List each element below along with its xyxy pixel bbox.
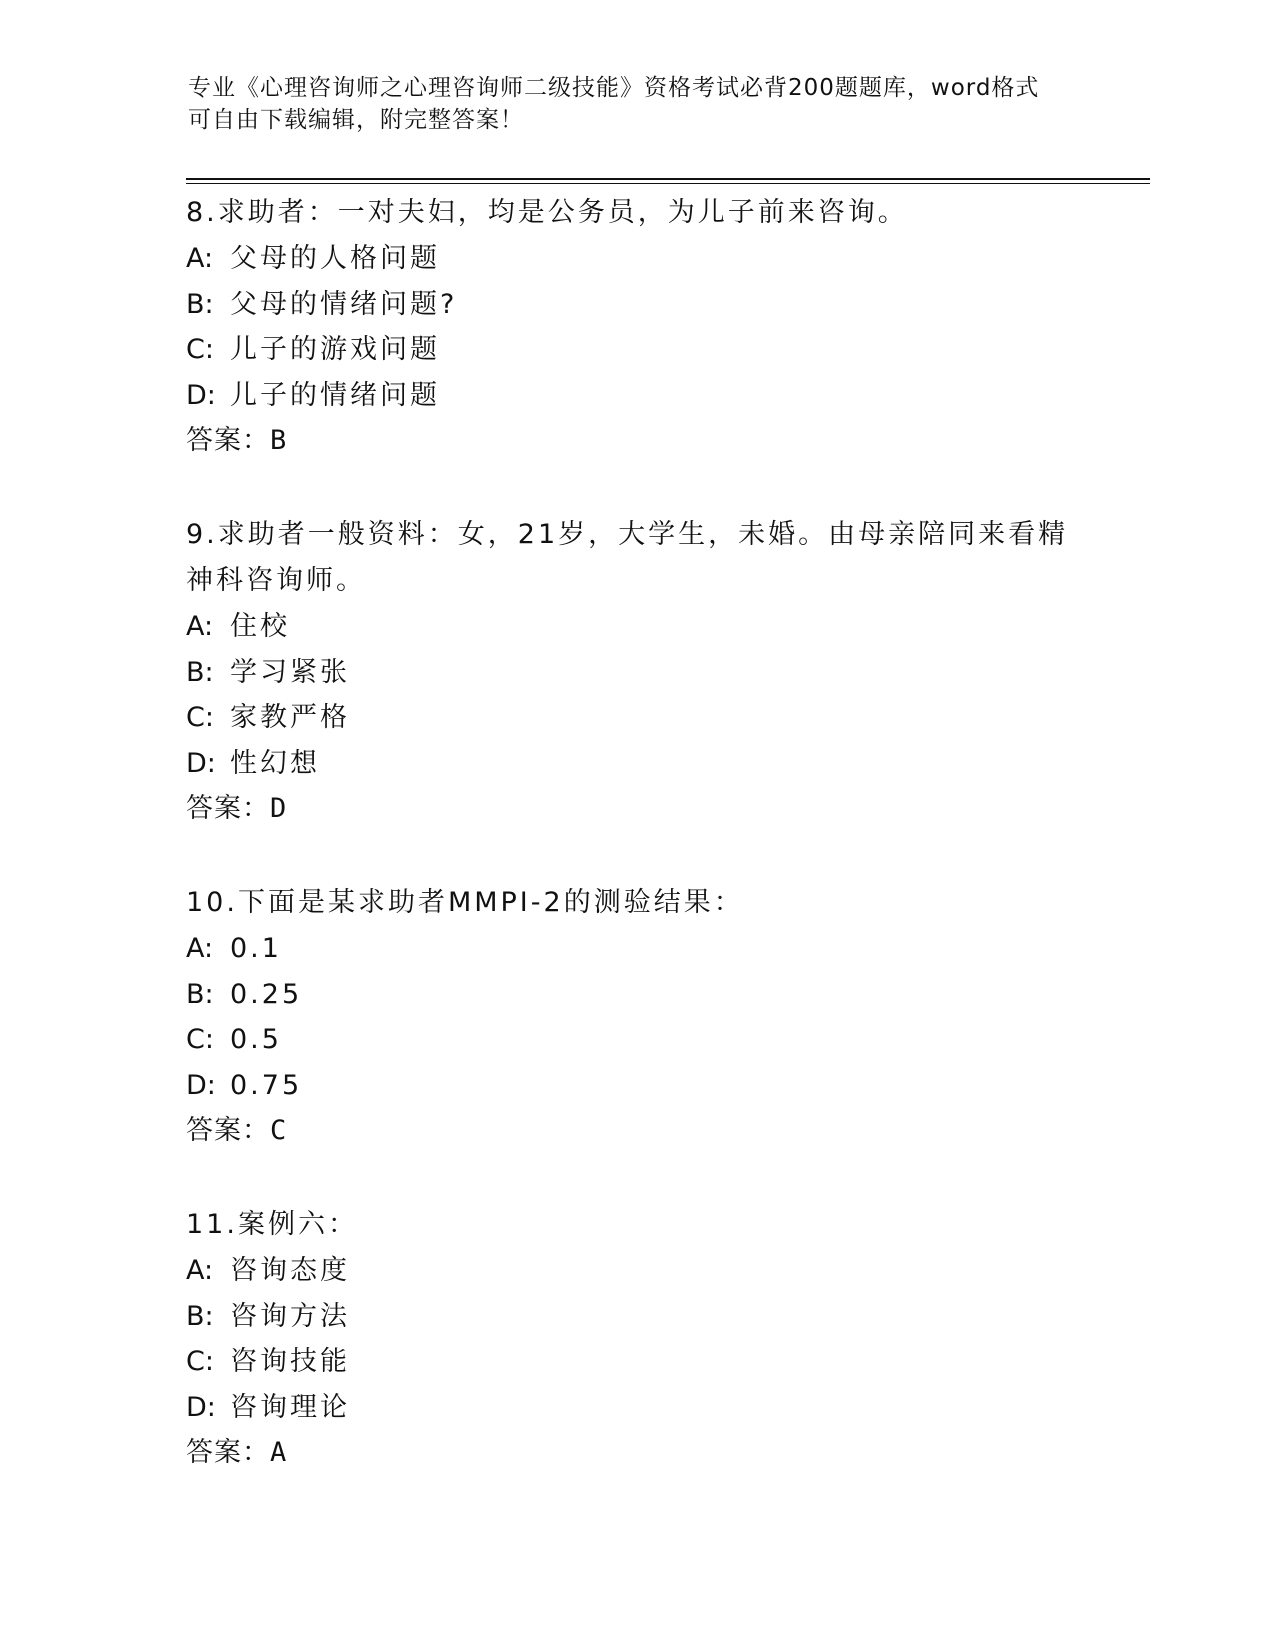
option-letter: A: <box>186 1255 214 1286</box>
option-text: 0.5 <box>230 1024 282 1055</box>
option-a <box>186 926 1086 972</box>
option-letter: A: <box>186 933 214 964</box>
question-list <box>186 190 1086 1524</box>
header-line-2: 可自由下载编辑，附完整答案！ <box>188 107 524 133</box>
answer-label: 答案： <box>186 425 270 456</box>
option-text: 咨询技能 <box>230 1346 350 1377</box>
option-text: 咨询态度 <box>230 1255 350 1286</box>
header-divider-thin <box>186 183 1150 184</box>
option-d <box>186 1063 1086 1109</box>
question-stem: 9.求助者一般资料：女，21岁，大学生，未婚。由母亲陪同来看精神科咨询师。 <box>186 519 1069 596</box>
option-letter: C: <box>186 1346 214 1377</box>
option-letter: B: <box>186 1300 214 1332</box>
option-d <box>186 373 1086 419</box>
option-letter: D: <box>186 1069 216 1101</box>
answer-value: D <box>270 793 288 824</box>
option-letter: C: <box>186 702 214 733</box>
question-9 <box>186 512 1086 832</box>
option-text: 0.25 <box>230 978 303 1010</box>
option-letter: C: <box>186 1024 214 1055</box>
question-stem: 10.下面是某求助者MMPI-2的测验结果： <box>186 887 744 918</box>
answer-label: 答案： <box>186 793 270 824</box>
document-header <box>188 72 1088 136</box>
answer-label: 答案： <box>186 1115 270 1146</box>
option-letter: A: <box>186 243 214 274</box>
option-c <box>186 695 1086 741</box>
answer-label: 答案： <box>186 1437 270 1468</box>
option-text: 儿子的游戏问题 <box>230 334 440 365</box>
option-letter: D: <box>186 747 216 779</box>
option-b <box>186 282 1086 328</box>
question-10 <box>186 880 1086 1154</box>
option-a <box>186 236 1086 282</box>
answer-value: C <box>270 1115 288 1146</box>
option-text: 学习紧张 <box>230 656 350 688</box>
header-line-1: 专业《心理咨询师之心理咨询师二级技能》资格考试必背200题题库，word格式 <box>188 75 1040 101</box>
option-text: 0.75 <box>230 1069 303 1101</box>
question-stem: 11.案例六： <box>186 1209 358 1240</box>
option-text: 性幻想 <box>230 747 320 779</box>
option-letter: B: <box>186 288 214 320</box>
option-text: 住校 <box>230 611 290 642</box>
header-divider-thick <box>186 178 1150 180</box>
question-stem: 8.求助者：一对夫妇，均是公务员，为儿子前来咨询。 <box>186 197 908 228</box>
option-c <box>186 327 1086 373</box>
option-text: 咨询方法 <box>230 1300 350 1332</box>
option-b <box>186 1294 1086 1340</box>
option-b <box>186 972 1086 1018</box>
option-d <box>186 741 1086 787</box>
answer-line <box>186 418 1086 464</box>
answer-line <box>186 1430 1086 1476</box>
option-text: 儿子的情绪问题 <box>230 379 440 411</box>
option-letter: B: <box>186 656 214 688</box>
option-text: 父母的人格问题 <box>230 243 440 274</box>
question-8 <box>186 190 1086 464</box>
answer-value: B <box>270 425 288 456</box>
option-b <box>186 650 1086 696</box>
option-letter: A: <box>186 611 214 642</box>
option-text: 咨询理论 <box>230 1391 350 1423</box>
option-a <box>186 1248 1086 1294</box>
option-text: 父母的情绪问题? <box>230 288 458 320</box>
option-letter: D: <box>186 379 216 411</box>
answer-line <box>186 1108 1086 1154</box>
option-c <box>186 1339 1086 1385</box>
option-d <box>186 1385 1086 1431</box>
option-a <box>186 604 1086 650</box>
option-text: 0.1 <box>230 933 282 964</box>
option-text: 家教严格 <box>230 702 350 733</box>
option-c <box>186 1017 1086 1063</box>
question-11 <box>186 1202 1086 1476</box>
answer-line <box>186 786 1086 832</box>
option-letter: D: <box>186 1391 216 1423</box>
option-letter: B: <box>186 978 214 1010</box>
option-letter: C: <box>186 334 214 365</box>
answer-value: A <box>270 1437 288 1468</box>
